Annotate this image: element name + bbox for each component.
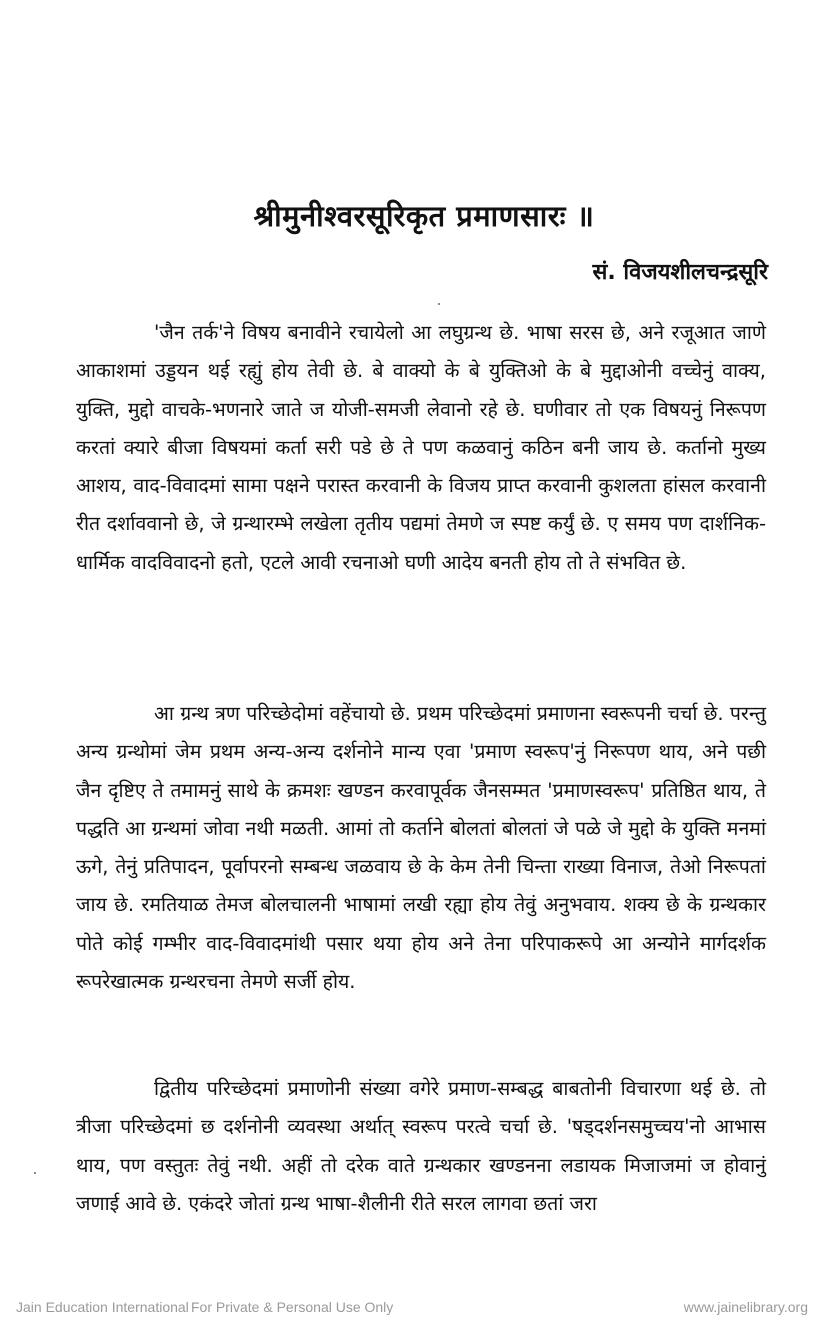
paragraph-1: 'जैन तर्क'ने विषय बनावीने रचायेलो आ लघुग्रन्थ छे. भाषा सरस छे, अने रजूआत जाणे आकाशमां उड्डयन थई रह्युं होय तेवी छे. बे वाक्यो के बे युक्तिओ के बे मुद्दाओनी वच्चेनुं वाक्य, युक्ति, मुद्दो वाचके-भणनारे जाते ज योजी-समजी लेवानो रहे छे. घणीवार तो एक विषयनुं निरूपण करतां क्यारे बीजा विषयमां कर्ता सरी पडे छे ते पण कळवानुं कठिन बनी जाय छे. कर्तानो मुख्य आशय, वाद-विवादमां सामा पक्षने परास्त करवानी के विजय प्राप्त करवानी कुशलता हांसल करवानी रीत दर्शाववानो छे, जे ग्रन्थारम्भे लखेला तृतीय पद्यमां तेमणे ज स्पष्ट कर्युं छे. ए समय पण दार्शनिक-धार्मिक वादविवादनो हतो, एटले आवी रचनाओ घणी आदेय बनती होय तो ते संभवित छे. (76, 321, 766, 574)
paragraph-3: द्वितीय परिच्छेदमां प्रमाणोनी संख्या वगेरे प्रमाण-सम्बद्ध बाबतोनी विचारणा थई छे. तो त्रीजा परिच्छेदमां छ दर्शनोनी व्यवस्था अर्थात् स्वरूप परत्वे चर्चा छे. 'षड्दर्शनसमुच्चय'नो आभास थाय, पण वस्तुतः तेवुं नथी. अहीं तो दरेक वाते ग्रन्थकार खण्डनना लडायक मिजाजमां ज होवानुं जणाई आवे छे. एकंदरे जोतां ग्रन्थ भाषा-शैलीनी रीते सरल लागवा छतां जरा (76, 1077, 766, 1215)
footer-usage-notice: For Private & Personal Use Only (191, 1299, 394, 1315)
scan-speck (438, 303, 440, 305)
scan-speck (34, 1172, 36, 1174)
paragraph-2: आ ग्रन्थ त्रण परिच्छेदोमां वहेंचायो छे. प्रथम परिच्छेदमां प्रमाणना स्वरूपनी चर्चा छे. परन्तु अन्य ग्रन्थोमां जेम प्रथम अन्य-अन्य दर्शनोने मान्य एवा 'प्रमाण स्वरूप'नुं निरूपण थाय, अने पछी जैन दृष्टिए ते तमामनुं साथे के क्रमशः खण्डन करवापूर्वक जैनसम्मत 'प्रमाणस्वरूप' प्रतिष्ठित थाय, ते पद्धति आ ग्रन्थमां जोवा नथी मळती. आमां तो कर्ताने बोलतां बोलतां जे पळे जे मुद्दो के युक्ति मनमां ऊगे, तेनुं प्रतिपादन, पूर्वापरनो सम्बन्ध जळवाय छे के केम तेनी चिन्ता राख्या विनाज, तेओ निरूपतां जाय छे. रमतियाळ तेमज बोलचालनी भाषामां लखी रह्या होय तेवुं अनुभवाय. शक्य छे के ग्रन्थकार पोते कोई गम्भीर वाद-विवादमांथी पसार थया होय अने तेना परिपाकरूपे आ अन्योने मार्गदर्शक रूपरेखात्मक ग्रन्थरचना तेमणे सर्जी होय. (76, 702, 766, 994)
footer-publisher: Jain Education International (16, 1299, 189, 1315)
document-title: श्रीमुनीश्वरसूरिकृत प्रमाणसारः ॥ (253, 199, 595, 233)
page-footer (0, 1299, 828, 1317)
editor-credit: सं. विजयशीलचन्द्रसूरि (592, 260, 768, 285)
footer-website-link[interactable]: www.jainelibrary.org (683, 1299, 808, 1315)
